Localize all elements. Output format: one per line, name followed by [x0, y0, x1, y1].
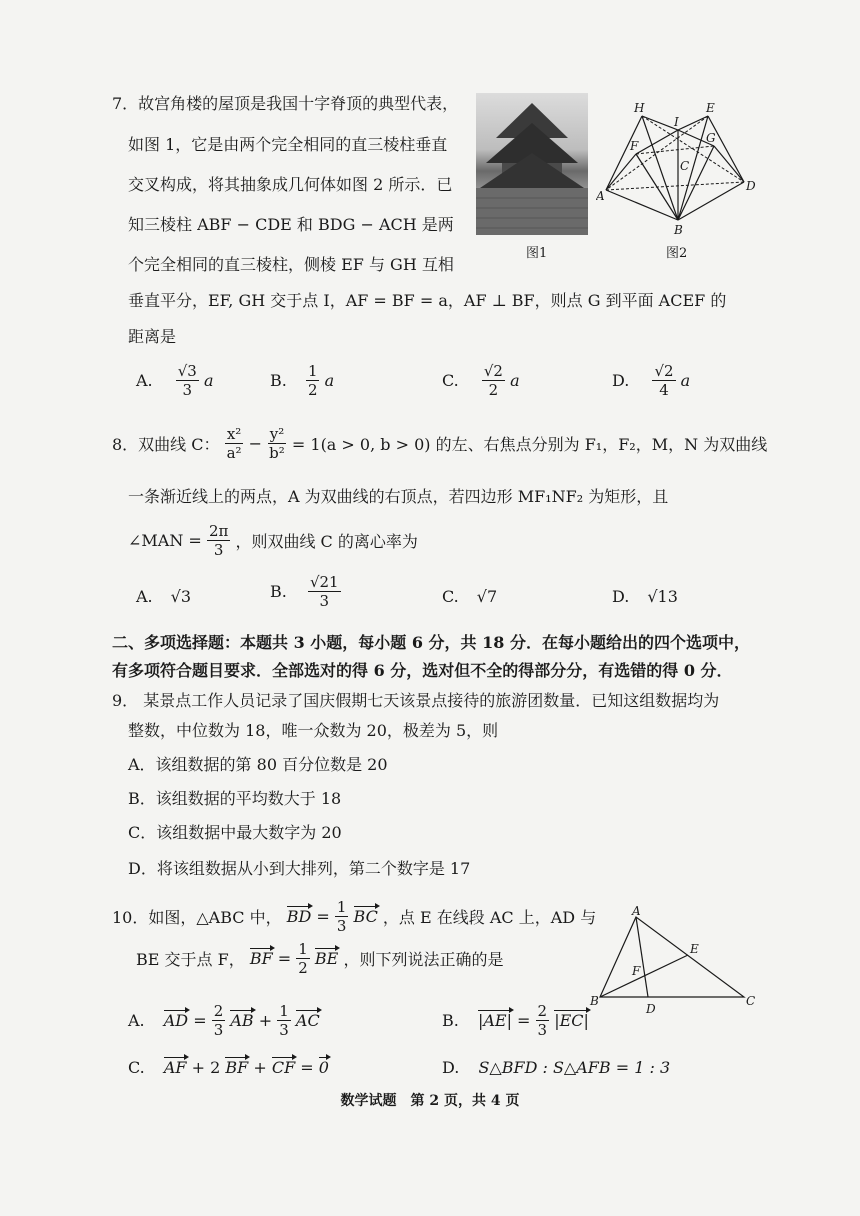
- section-2-heading-1: 二、多项选择题：本题共 3 小题，每小题 6 分，共 18 分．在每小题给出的四个选项中，: [112, 633, 750, 652]
- q7-d-num: √2: [654, 362, 674, 380]
- q10-a-d2: 3: [279, 1021, 289, 1039]
- q8-option-b: [270, 573, 341, 610]
- q8-angle-rest: ，则双曲线 C 的离心率为: [235, 532, 418, 551]
- q10-option-a: [128, 1002, 320, 1039]
- fig2-label-h: H: [634, 101, 645, 115]
- fig2-label-f: F: [630, 139, 639, 153]
- q10-line-2: [136, 940, 503, 977]
- fig2-label-c: C: [680, 159, 690, 173]
- q8-eq-frac-2: [267, 425, 287, 462]
- q10-vector-bd: BD: [286, 907, 312, 926]
- q10-a-eq: =: [193, 1011, 207, 1030]
- q7-option-b-fraction: [306, 362, 320, 399]
- q10-b-ae: |AE|: [477, 1011, 512, 1030]
- q8-eq-den-1: a²: [226, 444, 242, 462]
- q10-c-eq: =: [300, 1058, 314, 1077]
- q10-b-n: 2: [537, 1002, 548, 1020]
- q8-option-b-fraction: [308, 573, 341, 610]
- page-footer: 数学试题 第 2 页，共 4 页: [340, 1093, 520, 1109]
- section-2-heading-2: 有多项符合题目要求．全部选对的得 6 分，选对但不全的得部分分，有选错的得 0 分．: [112, 661, 733, 680]
- q10-fig-label-b: B: [590, 994, 599, 1008]
- q10-c-plus-1: + 2: [191, 1058, 221, 1077]
- q7-line-6: 垂直平分，EF, GH 交于点 I，AF = BF = a，AF ⊥ BF，则点 G 到平面 ACEF 的: [128, 291, 727, 310]
- q7-option-c-label: C.: [442, 371, 459, 390]
- q10-frac-2-den: 2: [298, 959, 308, 977]
- corner-tower-photo: [476, 93, 588, 235]
- q7-option-d-label: D.: [612, 371, 630, 390]
- q10-rest-1: ，点 E 在线段 AC 上，AD 与: [382, 908, 597, 927]
- q10-option-c-label: C.: [128, 1058, 145, 1077]
- q8-option-d: [612, 587, 678, 606]
- q7-a-var: a: [203, 371, 214, 390]
- q7-c-num: √2: [483, 362, 503, 380]
- q10-b-frac: [536, 1002, 550, 1039]
- q10-frac-1-den: 3: [336, 917, 347, 935]
- q7-d-den: 4: [659, 381, 669, 399]
- q8-line-2: 一条渐近线上的两点，A 为双曲线的右顶点，若四边形 MF₁NF₂ 为矩形，且: [128, 487, 669, 506]
- q10-a-plus: +: [258, 1011, 273, 1030]
- q9-option-c: C．该组数据中最大数字为 20: [128, 823, 342, 842]
- q7-d-var: a: [680, 371, 691, 390]
- q10-fig-label-f: F: [632, 964, 641, 978]
- q8-angle-num: 2π: [208, 522, 229, 540]
- q7-b-var: a: [324, 371, 335, 390]
- tower-silhouette-icon: [476, 93, 588, 235]
- q10-option-b: [442, 1002, 589, 1039]
- q10-line-2-prefix: BE 交于点 F，: [136, 950, 245, 969]
- q9-line-1: 9． 某景点工作人员记录了国庆假期七天该景点接待的旅游团数量．已知这组数据均为: [112, 691, 720, 710]
- q7-line-2: 如图 1，它是由两个完全相同的直三棱柱垂直: [128, 135, 448, 154]
- q8-eq-den-2: b²: [269, 444, 285, 462]
- q7-option-d: [612, 362, 690, 399]
- q8-option-c-value: √7: [476, 587, 498, 606]
- q9-option-b: B．该组数据的平均数大于 18: [128, 789, 342, 808]
- q7-line-7: 距离是: [128, 327, 177, 346]
- q10-line-2-rest: ，则下列说法正确的是: [343, 950, 504, 969]
- q9-option-d: D．将该组数据从小到大排列，第二个数字是 17: [128, 859, 471, 878]
- q7-line-5: 个完全相同的直三棱柱，侧棱 EF 与 GH 互相: [128, 255, 454, 274]
- q10-a-ac: AC: [295, 1011, 320, 1030]
- q7-c-var: a: [510, 371, 520, 390]
- q10-option-b-label: B.: [442, 1011, 459, 1030]
- q10-d-text: S△BFD : S△AFB = 1 : 3: [478, 1058, 671, 1077]
- q7-option-a: [136, 362, 213, 399]
- q8-option-d-label: D.: [612, 587, 630, 606]
- q7-a-den: 3: [182, 381, 193, 399]
- q8-option-b-label: B.: [270, 582, 287, 601]
- q10-vector-be: BE: [314, 949, 339, 968]
- q7-option-c: [442, 362, 520, 399]
- q9-line-2: 整数，中位数为 18，唯一众数为 20，极差为 5，则: [128, 721, 499, 740]
- q7-option-b: [270, 362, 334, 399]
- q8-option-a-value: √3: [170, 587, 192, 606]
- q10-fig-label-a: A: [632, 905, 641, 918]
- q10-fig-label-e: E: [690, 942, 699, 956]
- figure-2-diagram: [596, 98, 766, 248]
- fig2-label-e: E: [706, 101, 715, 115]
- q10-a-frac-1: [212, 1002, 226, 1039]
- q10-b-eq: =: [517, 1011, 531, 1030]
- q8-angle-den: 3: [213, 541, 224, 559]
- q8-line-1: [112, 425, 767, 462]
- q10-c-plus-2: +: [253, 1058, 267, 1077]
- q8-eq-frac-1: [225, 425, 244, 462]
- q10-option-d-label: D.: [442, 1058, 460, 1077]
- q8-option-c: [442, 587, 497, 606]
- q8-prefix: 8．双曲线 C：: [112, 435, 220, 454]
- q10-prefix: 10．如图，△ABC 中，: [112, 908, 282, 927]
- q10-b-d: 3: [537, 1021, 548, 1039]
- q10-a-n1: 2: [213, 1002, 224, 1020]
- q7-c-den: 2: [488, 381, 499, 399]
- q7-line-1: 7．故宫角楼的屋顶是我国十字脊顶的典型代表，: [112, 94, 459, 113]
- fig2-label-b: B: [674, 223, 683, 237]
- q7-line-3: 交叉构成，将其抽象成几何体如图 2 所示．已: [128, 175, 453, 194]
- q10-a-ab: AB: [230, 1011, 254, 1030]
- q7-option-a-fraction: [176, 362, 199, 399]
- q10-frac-2: [296, 940, 310, 977]
- q8-option-d-value: √13: [647, 587, 678, 606]
- q10-c-zero: 0: [318, 1058, 329, 1077]
- q8-line-3: [128, 522, 418, 559]
- q10-frac-2-num: 1: [298, 940, 308, 958]
- q10-frac-1-num: 1: [336, 898, 347, 916]
- q10-line-1: [112, 898, 596, 935]
- q8-eq-num-1: x²: [226, 425, 242, 443]
- q10-option-d: [442, 1058, 670, 1077]
- fig2-label-d: D: [746, 179, 756, 193]
- q10-c-cf: CF: [271, 1058, 296, 1077]
- q8-b-num: √21: [309, 573, 339, 591]
- q8-eq-num-2: y²: [269, 425, 285, 443]
- fig2-label-i: I: [674, 115, 679, 129]
- q10-fig-label-c: C: [746, 994, 756, 1008]
- q7-option-a-label: A.: [136, 371, 153, 390]
- q7-option-b-label: B.: [270, 371, 287, 390]
- q10-a-ad: AD: [163, 1011, 189, 1030]
- q10-b-ec: |EC|: [554, 1011, 589, 1030]
- q10-eq-2: =: [277, 949, 292, 968]
- figure-2-label: 图2: [666, 246, 688, 261]
- q10-frac-1: [335, 898, 349, 935]
- q7-b-num: 1: [307, 362, 318, 380]
- q8-angle-prefix: ∠MAN =: [128, 531, 202, 550]
- q10-fig-label-d: D: [646, 1002, 656, 1016]
- q10-a-d1: 3: [213, 1021, 224, 1039]
- q10-option-a-label: A.: [128, 1011, 145, 1030]
- q8-eq-rest: = 1(a > 0, b > 0) 的左、右焦点分别为 F₁，F₂，M，N 为双曲线: [291, 435, 768, 454]
- q10-c-af: AF: [163, 1058, 187, 1077]
- q7-option-c-fraction: [482, 362, 505, 399]
- fig2-label-g: G: [706, 131, 716, 145]
- q8-b-den: 3: [319, 592, 330, 610]
- q7-line-4: 知三棱柱 ABF − CDE 和 BDG − ACH 是两: [128, 215, 454, 234]
- q10-a-frac-2: [277, 1002, 291, 1039]
- q8-option-c-label: C.: [442, 587, 459, 606]
- figure-1-label: 图1: [526, 246, 548, 261]
- q7-b-den: 2: [307, 381, 318, 399]
- q8-option-a-label: A.: [136, 587, 153, 606]
- q10-vector-bc: BC: [353, 907, 378, 926]
- q7-a-num: √3: [177, 362, 197, 380]
- q10-vector-bf: BF: [249, 949, 273, 968]
- q10-c-bf: BF: [225, 1058, 249, 1077]
- fig2-label-a: A: [596, 189, 605, 203]
- q10-eq-1: =: [316, 907, 330, 926]
- q8-minus: −: [248, 434, 263, 453]
- q7-option-d-fraction: [652, 362, 675, 399]
- q10-a-n2: 1: [279, 1002, 289, 1020]
- q8-angle-frac: [207, 522, 230, 559]
- q10-triangle-diagram: [586, 905, 762, 1017]
- q10-option-c: [128, 1058, 329, 1077]
- q9-option-a: A．该组数据的第 80 百分位数是 20: [128, 755, 388, 774]
- q8-option-a: [136, 587, 191, 606]
